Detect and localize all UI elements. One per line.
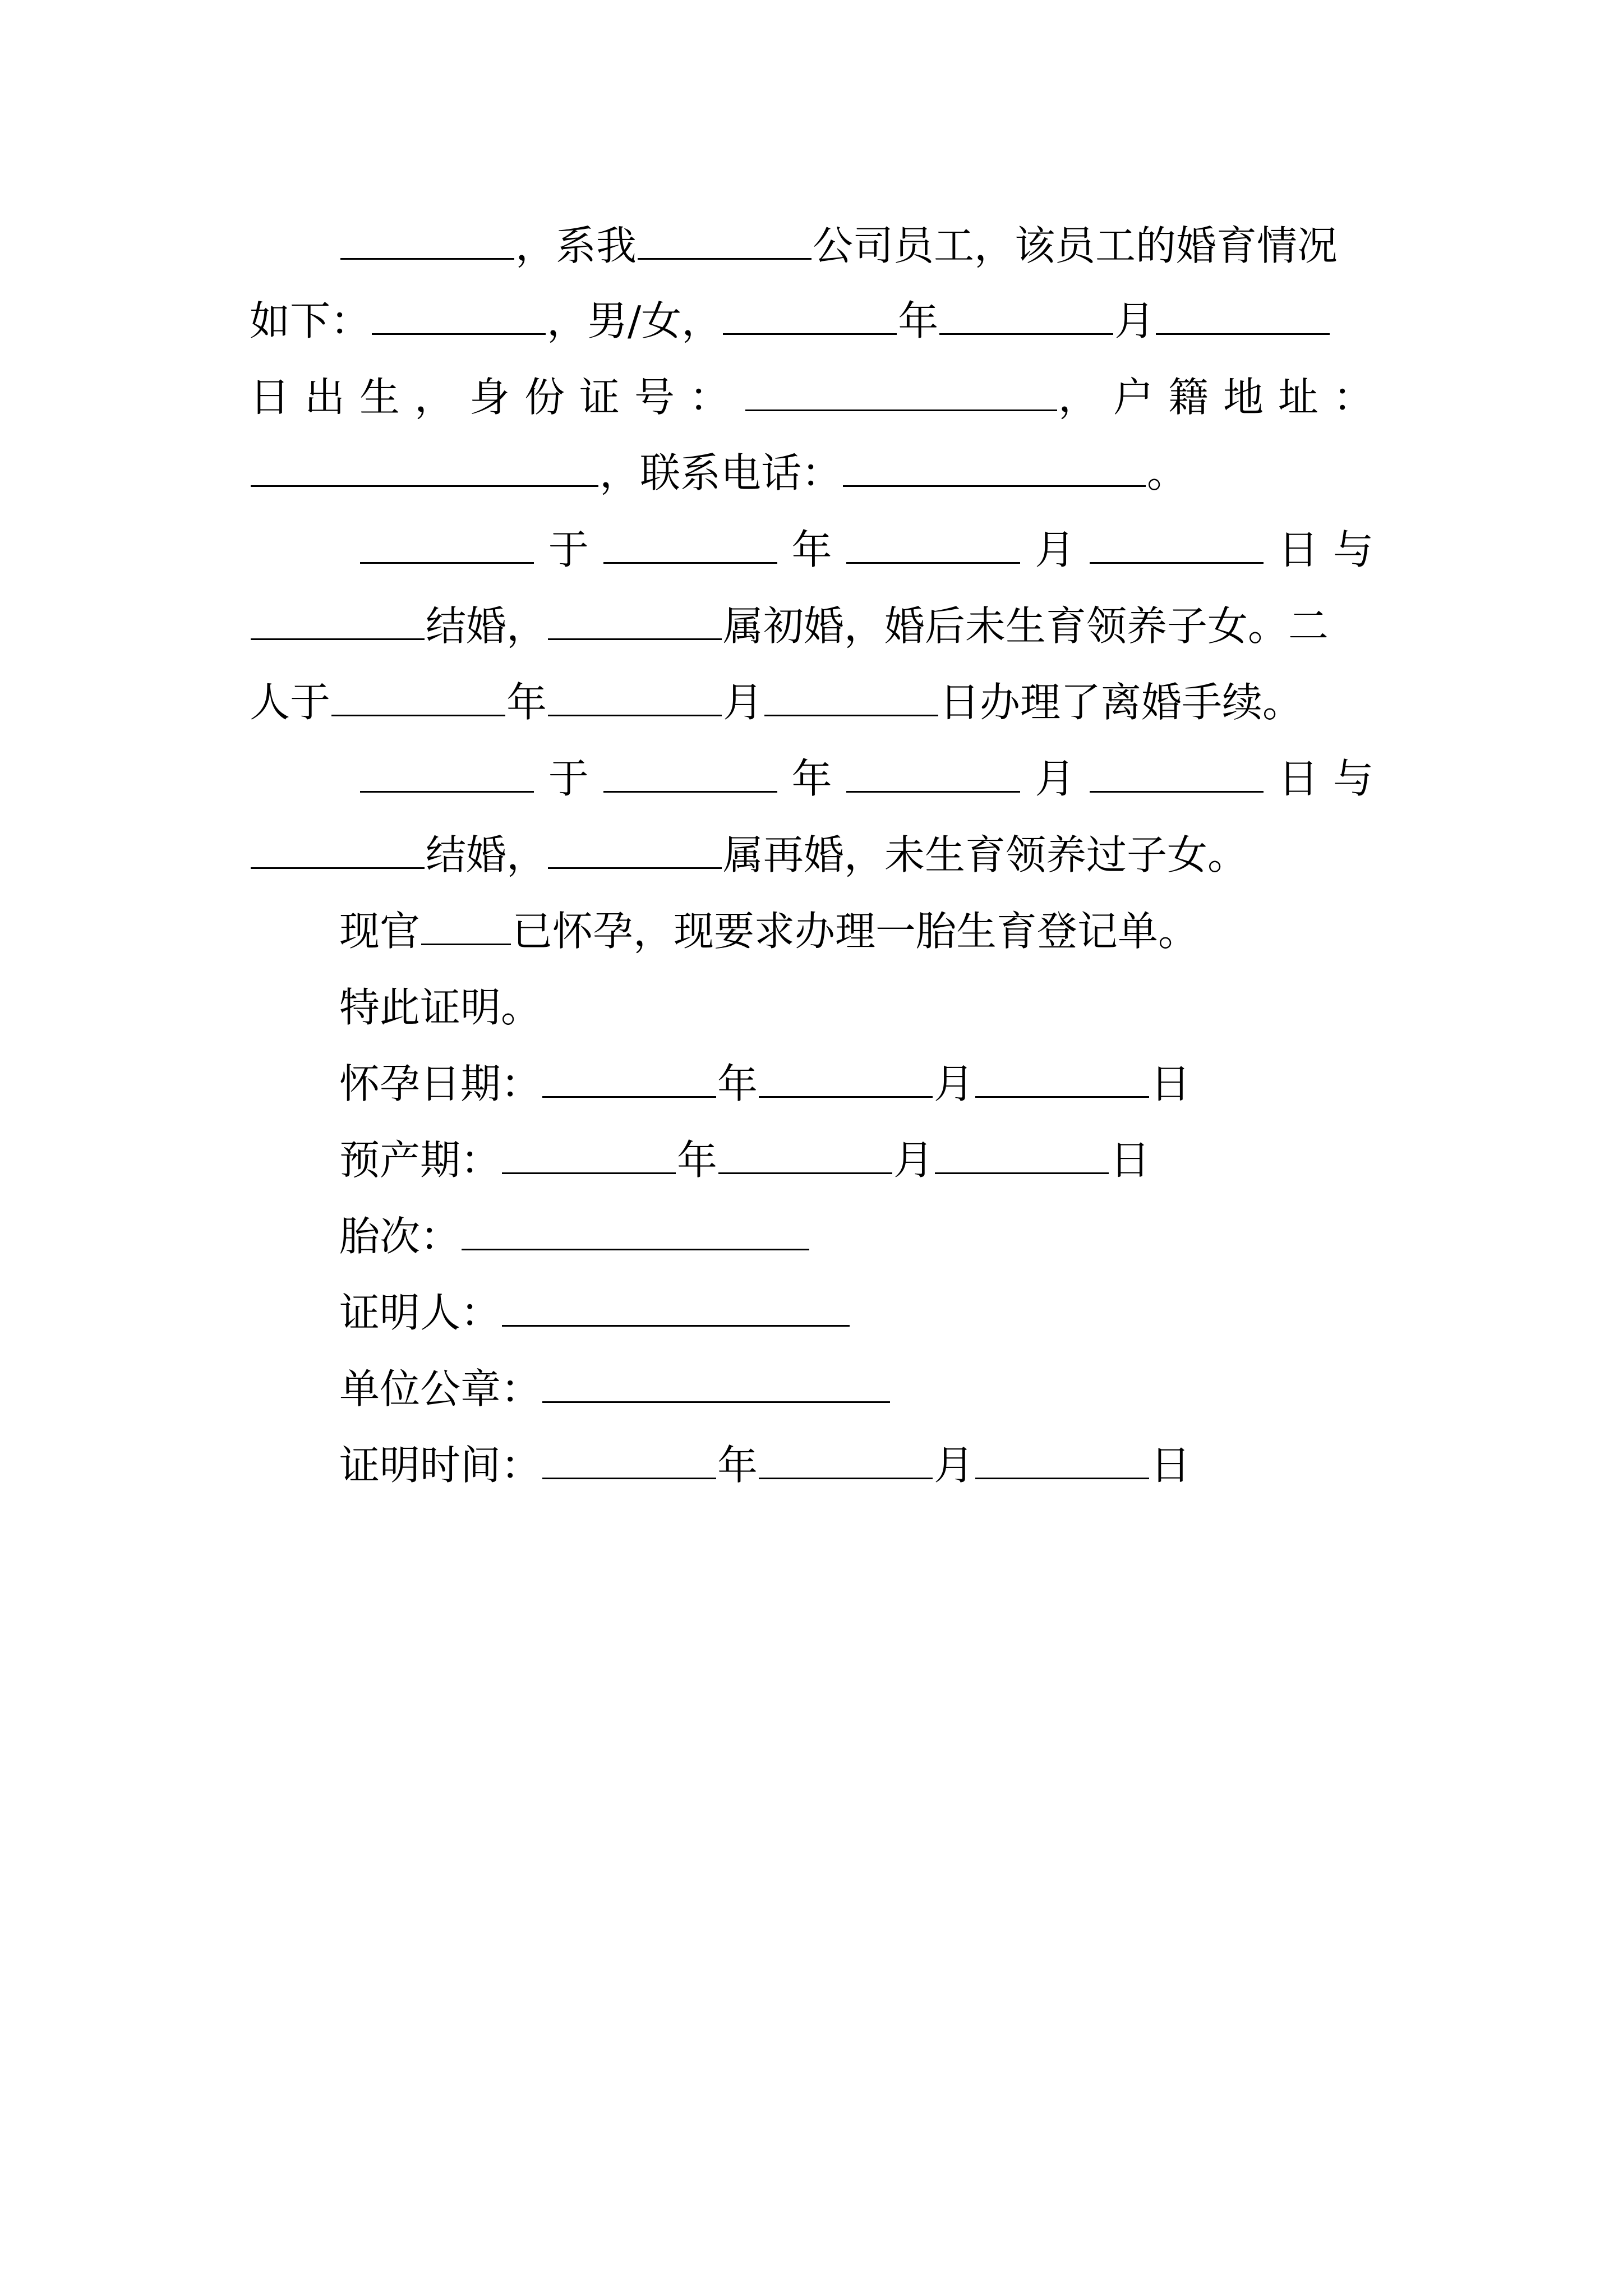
remarriage-person-blank[interactable] — [548, 830, 722, 869]
text-segment: 如下： — [250, 297, 371, 344]
text-segment: 。 — [1147, 449, 1188, 496]
due-date-field — [339, 1126, 1388, 1194]
name-blank[interactable] — [372, 296, 546, 335]
text-segment: 年 — [791, 755, 832, 802]
text-segment: 日与 — [1278, 526, 1388, 573]
marriage1-year-blank[interactable] — [603, 525, 777, 564]
text-segment: 现官 — [339, 908, 421, 955]
text-segment: 日办理了离婚手续。 — [939, 679, 1303, 726]
birth-day-blank[interactable] — [1156, 296, 1330, 335]
birth-year-blank[interactable] — [723, 296, 897, 335]
field-label: 证明人： — [339, 1289, 501, 1336]
marriage1-day-blank[interactable] — [1090, 525, 1264, 564]
field-label: 证明时间： — [339, 1442, 542, 1489]
text-segment: 人于 — [250, 679, 331, 726]
paragraph-1-line-1 — [339, 212, 1388, 279]
certification-statement — [339, 974, 1388, 1041]
text-segment: 月 — [934, 1060, 975, 1107]
employee-name-blank[interactable] — [340, 221, 514, 260]
cert-month-blank[interactable] — [759, 1441, 933, 1479]
text-segment: 日 — [1110, 1137, 1151, 1184]
text-segment: 年 — [506, 679, 547, 726]
field-label: 怀孕日期： — [339, 1060, 542, 1107]
first-marriage-person-blank[interactable] — [548, 601, 722, 640]
text-segment: 已怀孕，现要求办理一胎生育登记单。 — [512, 908, 1199, 955]
text-segment: 于 — [548, 755, 589, 802]
paragraph-3-line-1 — [359, 745, 1388, 812]
text-segment: 日 — [1150, 1060, 1191, 1107]
text-segment: 年 — [791, 526, 832, 573]
witness-blank[interactable] — [502, 1288, 850, 1327]
text-segment: 月 — [934, 1442, 975, 1489]
marriage2-year-blank[interactable] — [603, 754, 777, 793]
birth-month-blank[interactable] — [939, 296, 1113, 335]
due-year-blank[interactable] — [502, 1135, 676, 1174]
text-segment: 月 — [1114, 297, 1155, 344]
marriage2-day-blank[interactable] — [1090, 754, 1264, 793]
pregnancy-day-blank[interactable] — [975, 1059, 1149, 1098]
parity-blank[interactable] — [462, 1212, 809, 1250]
spouse2-blank[interactable] — [251, 830, 425, 869]
marriage1-person-blank[interactable] — [360, 525, 534, 564]
phone-blank[interactable] — [843, 448, 1146, 487]
paragraph-1-line-2 — [250, 287, 1388, 355]
field-label: 预产期： — [339, 1137, 501, 1184]
text-segment: ，联系电话： — [600, 449, 842, 496]
text-segment: 年 — [677, 1137, 718, 1184]
text-segment: 月 — [1035, 755, 1076, 802]
text-segment: ，男/女， — [547, 297, 722, 344]
text-segment: ，户籍地址： — [1058, 374, 1388, 421]
company-seal-blank[interactable] — [542, 1364, 890, 1403]
company-name-blank[interactable] — [638, 221, 811, 260]
text-segment: 属再婚，未生育领养过子女。 — [723, 831, 1248, 878]
pregnancy-date-field — [339, 1050, 1388, 1117]
marriage1-month-blank[interactable] — [846, 525, 1020, 564]
cert-year-blank[interactable] — [542, 1441, 716, 1479]
text-segment: 特此证明。 — [339, 984, 542, 1031]
cert-day-blank[interactable] — [975, 1441, 1149, 1479]
paragraph-2-line-2 — [250, 592, 1388, 660]
due-day-blank[interactable] — [935, 1135, 1109, 1174]
text-segment: 年 — [898, 297, 939, 344]
text-segment: 月 — [1035, 526, 1076, 573]
divorce-year-blank[interactable] — [331, 678, 505, 716]
text-segment: 日与 — [1278, 755, 1388, 802]
marriage2-month-blank[interactable] — [846, 754, 1020, 793]
paragraph-2-line-3 — [250, 669, 1388, 736]
text-segment: 属初婚，婚后未生育领养子女。二 — [723, 602, 1329, 650]
due-month-blank[interactable] — [718, 1135, 892, 1174]
id-number-blank[interactable] — [745, 372, 1057, 411]
field-label: 单位公章： — [339, 1365, 542, 1412]
paragraph-2-line-1 — [359, 516, 1388, 583]
text-segment: 年 — [717, 1442, 758, 1489]
address-blank[interactable] — [251, 448, 598, 487]
divorce-day-blank[interactable] — [764, 678, 938, 716]
text-segment: ，系我 — [515, 222, 637, 269]
pregnancy-year-blank[interactable] — [542, 1059, 716, 1098]
parity-field — [339, 1203, 1388, 1270]
paragraph-1-line-4 — [250, 439, 1388, 507]
paragraph-3-line-2 — [250, 821, 1388, 889]
text-segment: 日 — [1150, 1442, 1191, 1489]
text-segment: 结婚， — [426, 831, 547, 878]
text-segment: 日出生，身份证号： — [250, 374, 745, 421]
text-segment: 公司员工，该员工的婚育情况 — [813, 222, 1338, 269]
divorce-month-blank[interactable] — [548, 678, 722, 716]
field-label: 胎次： — [339, 1213, 461, 1260]
spouse1-blank[interactable] — [251, 601, 425, 640]
text-segment: 于 — [548, 526, 589, 573]
certification-date-field — [339, 1432, 1388, 1499]
pregnant-person-blank[interactable] — [421, 907, 511, 945]
text-segment: 月 — [723, 679, 764, 726]
pregnancy-statement — [339, 898, 1388, 965]
text-segment: 年 — [717, 1060, 758, 1107]
company-seal-field — [339, 1355, 1388, 1423]
pregnancy-month-blank[interactable] — [759, 1059, 933, 1098]
text-segment: 月 — [893, 1137, 934, 1184]
witness-field — [339, 1279, 1388, 1346]
paragraph-1-line-3 — [250, 364, 1388, 431]
marriage2-person-blank[interactable] — [360, 754, 534, 793]
text-segment: 结婚， — [426, 602, 547, 650]
